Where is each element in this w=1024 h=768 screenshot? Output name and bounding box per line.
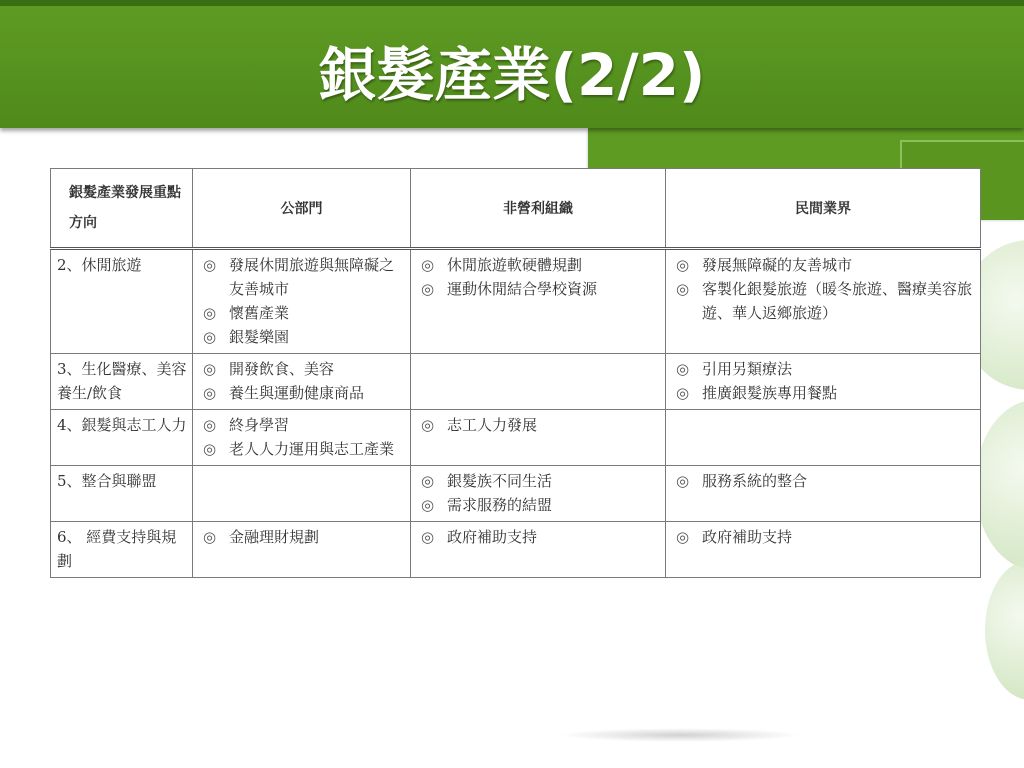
item-text: 銀髮樂園 bbox=[229, 328, 290, 346]
list-item bbox=[197, 413, 406, 437]
bullet-marker: ◎ bbox=[203, 304, 217, 322]
item-text: 服務系統的整合 bbox=[702, 472, 808, 490]
list-item bbox=[197, 301, 406, 325]
bullet-marker: ◎ bbox=[421, 472, 435, 490]
bullet-marker: ◎ bbox=[421, 256, 435, 274]
direction-cell: 3、生化醫療、美容養生/飲食 bbox=[51, 354, 193, 410]
header-private: 民間業界 bbox=[666, 169, 981, 249]
item-text: 客製化銀髮旅遊（暖冬旅遊、醫療美容旅遊、華人返鄉旅遊） bbox=[702, 280, 973, 322]
table-row bbox=[51, 410, 981, 466]
item-text: 休閒旅遊軟硬體規劃 bbox=[447, 256, 583, 274]
list-item bbox=[197, 357, 406, 381]
private-cell bbox=[666, 410, 981, 466]
private-cell bbox=[666, 466, 981, 522]
decorative-leaf bbox=[975, 400, 1024, 570]
bullet-marker: ◎ bbox=[203, 360, 217, 378]
direction-cell: 6、 經費支持與規劃 bbox=[51, 522, 193, 578]
decorative-shadow bbox=[560, 728, 800, 742]
item-text: 老人人力運用與志工產業 bbox=[229, 440, 395, 458]
public-cell bbox=[193, 466, 411, 522]
public-cell bbox=[193, 410, 411, 466]
item-text: 政府補助支持 bbox=[447, 528, 538, 546]
bullet-marker: ◎ bbox=[203, 256, 217, 274]
list-item bbox=[197, 325, 406, 349]
table-row bbox=[51, 522, 981, 578]
bullet-marker: ◎ bbox=[421, 496, 435, 514]
direction-cell: 4、銀髮與志工人力 bbox=[51, 410, 193, 466]
public-cell bbox=[193, 354, 411, 410]
bullet-marker: ◎ bbox=[203, 384, 217, 402]
list-item bbox=[670, 469, 976, 493]
bullet-marker: ◎ bbox=[421, 528, 435, 546]
item-text: 發展無障礙的友善城市 bbox=[702, 256, 853, 274]
bullet-marker: ◎ bbox=[676, 384, 690, 402]
bullet-marker: ◎ bbox=[421, 416, 435, 434]
table-row bbox=[51, 354, 981, 410]
public-cell bbox=[193, 249, 411, 354]
item-text: 銀髮族不同生活 bbox=[447, 472, 553, 490]
nonprofit-cell bbox=[411, 466, 666, 522]
bullet-marker: ◎ bbox=[676, 280, 690, 298]
header-direction: 銀髮產業發展重點方向 bbox=[51, 169, 193, 249]
item-text: 志工人力發展 bbox=[447, 416, 538, 434]
bullet-marker: ◎ bbox=[676, 360, 690, 378]
list-item bbox=[197, 381, 406, 405]
item-text: 運動休閒結合學校資源 bbox=[447, 280, 598, 298]
item-text: 發展休閒旅遊與無障礙之友善城市 bbox=[229, 256, 395, 298]
nonprofit-cell bbox=[411, 354, 666, 410]
bullet-marker: ◎ bbox=[203, 328, 217, 346]
slide-title: 銀髮產業(2/2) bbox=[318, 41, 706, 109]
nonprofit-cell bbox=[411, 249, 666, 354]
bullet-marker: ◎ bbox=[421, 280, 435, 298]
table-row bbox=[51, 466, 981, 522]
nonprofit-cell bbox=[411, 410, 666, 466]
item-text: 需求服務的結盟 bbox=[447, 496, 553, 514]
table-body bbox=[51, 249, 981, 578]
list-item bbox=[670, 277, 976, 325]
header-public: 公部門 bbox=[193, 169, 411, 249]
bullet-marker: ◎ bbox=[203, 528, 217, 546]
nonprofit-cell bbox=[411, 522, 666, 578]
list-item bbox=[670, 525, 976, 549]
private-cell bbox=[666, 522, 981, 578]
table-row bbox=[51, 249, 981, 354]
bullet-marker: ◎ bbox=[203, 416, 217, 434]
header-nonprofit: 非營利組織 bbox=[411, 169, 666, 249]
direction-cell: 2、休閒旅遊 bbox=[51, 249, 193, 354]
list-item bbox=[670, 357, 976, 381]
direction-cell: 5、整合與聯盟 bbox=[51, 466, 193, 522]
list-item bbox=[197, 253, 406, 301]
list-item bbox=[415, 525, 661, 549]
item-text: 引用另類療法 bbox=[702, 360, 793, 378]
bullet-marker: ◎ bbox=[676, 472, 690, 490]
private-cell bbox=[666, 249, 981, 354]
public-cell bbox=[193, 522, 411, 578]
list-item bbox=[197, 437, 406, 461]
list-item bbox=[415, 469, 661, 493]
list-item bbox=[670, 381, 976, 405]
industry-table-container bbox=[50, 168, 980, 578]
item-text: 金融理財規劃 bbox=[229, 528, 320, 546]
industry-table bbox=[50, 168, 981, 578]
title-bar bbox=[0, 0, 1024, 128]
bullet-marker: ◎ bbox=[676, 528, 690, 546]
list-item bbox=[415, 493, 661, 517]
item-text: 終身學習 bbox=[229, 416, 290, 434]
item-text: 推廣銀髮族專用餐點 bbox=[702, 384, 838, 402]
private-cell bbox=[666, 354, 981, 410]
list-item bbox=[415, 277, 661, 301]
item-text: 養生與運動健康商品 bbox=[229, 384, 365, 402]
decorative-leaf bbox=[985, 560, 1024, 700]
list-item bbox=[415, 253, 661, 277]
bullet-marker: ◎ bbox=[676, 256, 690, 274]
list-item bbox=[670, 253, 976, 277]
list-item bbox=[197, 525, 406, 549]
item-text: 政府補助支持 bbox=[702, 528, 793, 546]
bullet-marker: ◎ bbox=[203, 440, 217, 458]
item-text: 開發飲食、美容 bbox=[229, 360, 335, 378]
list-item bbox=[415, 413, 661, 437]
item-text: 懷舊產業 bbox=[229, 304, 290, 322]
table-header-row bbox=[51, 169, 981, 249]
